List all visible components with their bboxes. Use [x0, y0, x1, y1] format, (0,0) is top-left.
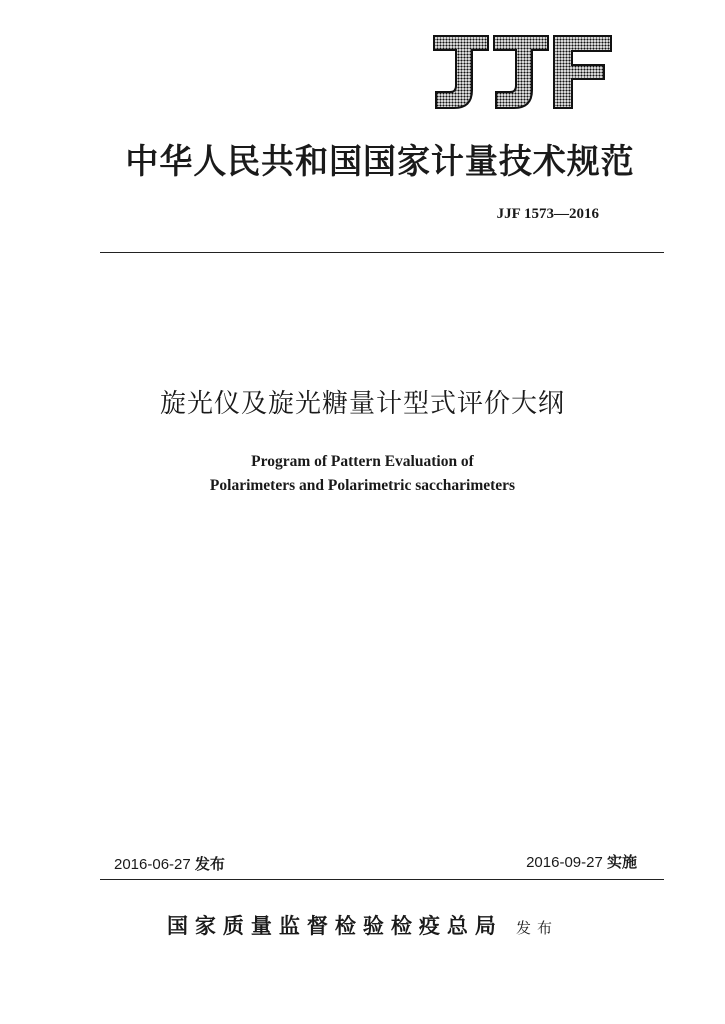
jjf-logo-icon	[430, 32, 615, 112]
issue-date-block	[114, 853, 225, 874]
publisher-action: 发布	[516, 919, 559, 937]
effective-date-block	[526, 851, 637, 872]
bottom-divider	[100, 879, 664, 880]
document-title-english	[0, 450, 725, 498]
standard-number: JJF 1573—2016	[496, 206, 599, 222]
publisher-block	[0, 910, 725, 940]
english-title-line-1: Program of Pattern Evaluation of	[251, 453, 474, 470]
effective-label: 实施	[606, 853, 637, 871]
english-title-line-2: Polarimeters and Polarimetric saccharimeters	[209, 477, 516, 494]
effective-date: 2016-09-27	[526, 854, 603, 871]
issuing-organization-title: 中华人民共和国国家计量技术规范	[125, 142, 635, 182]
issue-label: 发布	[194, 855, 225, 873]
publisher-name: 国家质量监督检验检疫总局	[166, 914, 503, 938]
document-title-chinese: 旋光仪及旋光糖量计型式评价大纲	[159, 389, 565, 419]
issue-date: 2016-06-27	[114, 856, 191, 873]
top-divider	[100, 252, 664, 253]
